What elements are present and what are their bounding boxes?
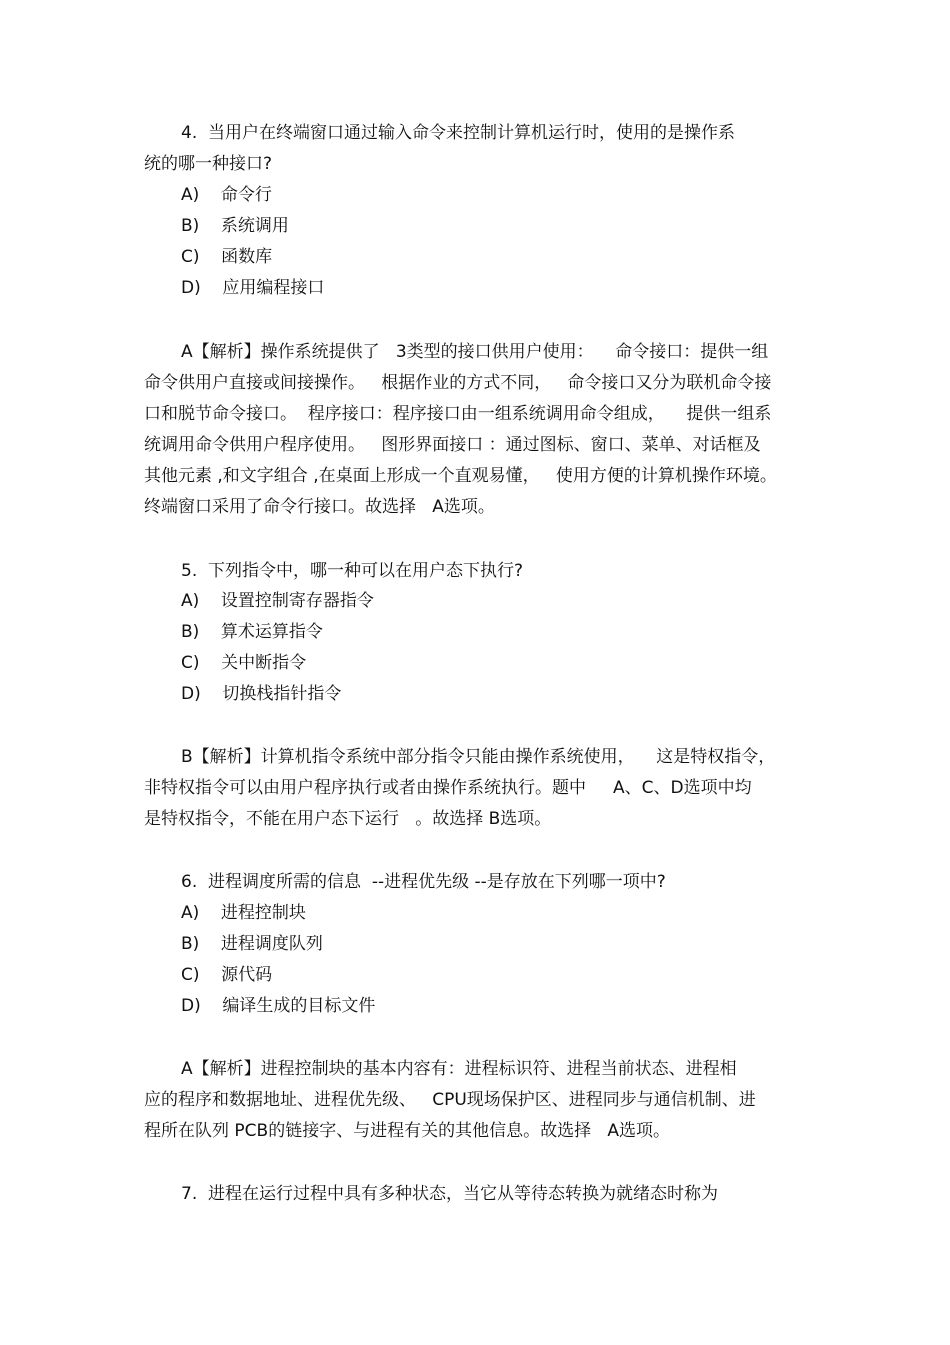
question-4-option-c: C) 函数库	[181, 247, 273, 267]
question-5-option-a: A) 设置控制寄存器指令	[181, 591, 374, 611]
question-4-explanation-line-5: 其他元素 ,和文字组合 ,在桌面上形成一个直观易懂， 使用方便的计算机操作环境。	[144, 466, 777, 486]
question-4-explanation-line-6: 终端窗口采用了命令行接口。故选择 A选项。	[144, 497, 495, 517]
question-4-option-b: B) 系统调用	[181, 216, 289, 236]
question-6-option-b: B) 进程调度队列	[181, 934, 323, 954]
question-6-explanation-line-1: A【解析】进程控制块的基本内容有：进程标识符、进程当前状态、进程相	[181, 1059, 737, 1079]
question-5-option-c: C) 关中断指令	[181, 653, 307, 673]
question-4-stem-line-1: 4. 当用户在终端窗口通过输入命令来控制计算机运行时，使用的是操作系	[181, 123, 736, 143]
question-4-option-d: D) 应用编程接口	[181, 278, 325, 298]
question-4-stem-line-2: 统的哪一种接口?	[144, 154, 273, 174]
question-5-explanation-line-2: 非特权指令可以由用户程序执行或者由操作系统执行。题中 A、C、D选项中均	[144, 778, 752, 798]
question-5-option-b: B) 算术运算指令	[181, 622, 323, 642]
question-5-option-d: D) 切换栈指针指令	[181, 684, 342, 704]
question-4-option-a: A) 命令行	[181, 185, 272, 205]
question-6-option-c: C) 源代码	[181, 965, 273, 985]
question-4-explanation-line-2: 命令供用户直接或间接操作。 根据作业的方式不同， 命令接口又分为联机命令接	[144, 373, 772, 393]
question-5-stem: 5. 下列指令中，哪一种可以在用户态下执行?	[181, 561, 524, 581]
question-6-explanation-line-3: 程所在队列 PCB的链接字、与进程有关的其他信息。故选择 A选项。	[144, 1121, 671, 1141]
question-6-option-d: D) 编译生成的目标文件	[181, 996, 376, 1016]
question-5-explanation-line-3: 是特权指令，不能在用户态下运行 。故选择 B选项。	[144, 809, 552, 829]
question-6-option-a: A) 进程控制块	[181, 903, 306, 923]
question-6-stem: 6. 进程调度所需的信息 --进程优先级 --是存放在下列哪一项中?	[181, 872, 666, 892]
question-6-explanation-line-2: 应的程序和数据地址、进程优先级、 CPU现场保护区、进程同步与通信机制、进	[144, 1090, 756, 1110]
question-7-stem: 7. 进程在运行过程中具有多种状态，当它从等待态转换为就绪态时称为	[181, 1184, 719, 1204]
question-4-explanation-line-4: 统调用命令供用户程序使用。 图形界面接口 ：通过图标、窗口、菜单、对话框及	[144, 435, 761, 455]
question-4-explanation-line-1: A【解析】操作系统提供了 3类型的接口供用户使用： 命令接口：提供一组	[181, 342, 769, 362]
question-5-explanation-line-1: B【解析】计算机指令系统中部分指令只能由操作系统使用， 这是特权指令，	[181, 747, 776, 767]
question-4-explanation-line-3: 口和脱节命令接口。 程序接口：程序接口由一组系统调用命令组成， 提供一组系	[144, 404, 772, 424]
